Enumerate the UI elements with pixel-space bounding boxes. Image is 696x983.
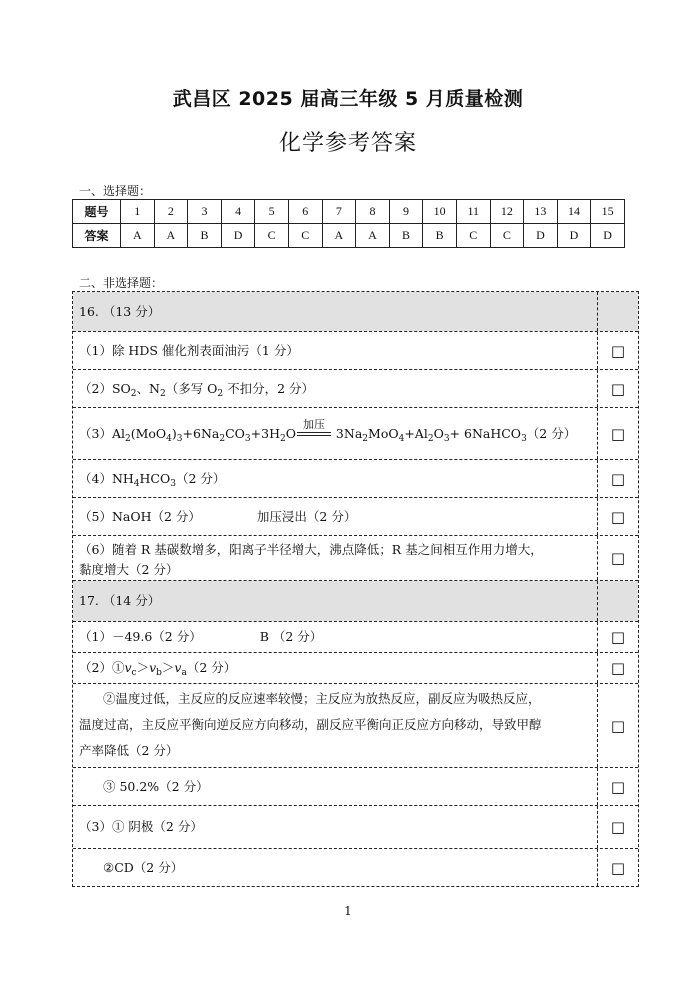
q16-answer-3-row — [73, 408, 638, 460]
answer-cell: C — [456, 224, 490, 248]
q16-answer-3-equation: $(3)Al_2(MoO_4)_3+6Na_2CO_3+3H_2O$ 加压 $3Na_2MoO_4+Al_2O_3+$ 6NaHCO$_3$（2 分） — [73, 408, 598, 459]
question-number: 6 — [288, 200, 322, 224]
q16-answer-6: （6）随着 R 基碳数增多，阳离子半径增大，沸点降低；R 基之间相互作用力增大， 黏度增大（2 分） — [73, 536, 598, 580]
q16-answer-1: （1）除 HDS 催化剂表面油污（1 分） — [73, 332, 598, 369]
answer-cell: C — [255, 224, 289, 248]
q16-answer-2-row — [73, 370, 638, 408]
q17-answer-2b: ②温度过低，主反应的反应速率较慢；主反应为放热反应，副反应为吸热反应， 温度过高，主反应平衡向逆反应方向移动，副反应平衡向正反应方向移动，导致甲醇 产率降低（2 分） — [73, 684, 598, 767]
question-number: 1 — [121, 200, 155, 224]
q16-answer-5: （5）NaOH（2 分） 加压浸出（2 分） — [73, 498, 598, 535]
question-number-row — [73, 200, 625, 224]
answer-cell: B — [188, 224, 222, 248]
q17-answer-2c-row — [73, 768, 638, 806]
question-number: 3 — [188, 200, 222, 224]
answer-cell: A — [356, 224, 390, 248]
checkbox[interactable]: □ — [610, 507, 626, 526]
checkbox[interactable]: □ — [610, 424, 626, 443]
header-mark-cell — [598, 581, 638, 621]
q17-answer-3a-row — [73, 806, 638, 849]
question-number: 13 — [524, 200, 558, 224]
question-17-title: 17. （14 分） — [73, 581, 598, 621]
reaction-condition-arrow — [297, 418, 331, 441]
checkbox[interactable]: □ — [610, 716, 626, 735]
reaction-condition: 加压 — [302, 418, 325, 431]
answer-row — [73, 224, 625, 248]
question-number: 5 — [255, 200, 289, 224]
checkbox[interactable]: □ — [610, 858, 626, 877]
q16-answer-2: $(2)SO_2$、$N_2$（多写 $O_2$ 不扣分，2 分） — [73, 370, 598, 407]
checkbox[interactable]: □ — [610, 628, 626, 646]
question-17-header-row — [73, 581, 638, 622]
answer-cell: D — [221, 224, 255, 248]
answer-cell: B — [423, 224, 457, 248]
q17-answer-3b-row — [73, 849, 638, 886]
q16-answer-6-row — [73, 536, 638, 581]
q17-answer-1-row — [73, 622, 638, 653]
checkbox[interactable]: □ — [610, 341, 626, 360]
answer-cell: A — [154, 224, 188, 248]
q16-answer-1-row — [73, 332, 638, 370]
answer-cell: D — [557, 224, 591, 248]
question-16-title: 16. （13 分） — [73, 292, 598, 331]
q17-answer-2b-row — [73, 684, 638, 768]
header-mark-cell — [598, 292, 638, 331]
page-title: 武昌区 2025 届高三年级 5 月质量检测 — [172, 88, 524, 110]
answer-table — [72, 199, 625, 248]
q16-answer-4-row — [73, 460, 638, 498]
question-number: 10 — [423, 200, 457, 224]
question-number: 7 — [322, 200, 356, 224]
question-number: 9 — [389, 200, 423, 224]
checkbox[interactable]: □ — [610, 777, 626, 796]
answer-cell: A — [322, 224, 356, 248]
answer-grid — [72, 291, 639, 887]
answer-cell: B — [389, 224, 423, 248]
checkbox[interactable]: □ — [610, 379, 626, 398]
q16-answer-5-row — [73, 498, 638, 536]
answer-cell: A — [121, 224, 155, 248]
question-number: 15 — [591, 200, 625, 224]
checkbox[interactable]: □ — [610, 818, 626, 836]
q17-answer-3b: ②CD（2 分） — [73, 849, 598, 886]
question-number: 2 — [154, 200, 188, 224]
checkbox[interactable]: □ — [610, 469, 626, 488]
q17-answer-1: （1）－49.6（2 分） B （2 分） — [73, 622, 598, 652]
q17-answer-2c: ③ 50.2%（2 分） — [73, 768, 598, 805]
q17-answer-2a-row — [73, 653, 638, 684]
question-number-header: 题号 — [73, 200, 121, 224]
section-heading-nonchoice: 二、非选择题： — [79, 276, 164, 290]
question-number: 12 — [490, 200, 524, 224]
checkbox[interactable]: □ — [610, 659, 626, 677]
answer-cell: C — [490, 224, 524, 248]
answer-cell: C — [288, 224, 322, 248]
question-number: 14 — [557, 200, 591, 224]
checkbox[interactable]: □ — [610, 549, 626, 567]
answer-cell: D — [591, 224, 625, 248]
page-number: 1 — [344, 904, 352, 918]
answer-cell: D — [524, 224, 558, 248]
q17-answer-2a: $(2)①v_c>v_b>v_a(2$ 分） — [73, 653, 598, 683]
question-number: 4 — [221, 200, 255, 224]
page-subtitle: 化学参考答案 — [278, 131, 417, 156]
q16-answer-4: $(4)NH_4HCO_3(2$ 分） — [73, 460, 598, 497]
answer-header: 答案 — [73, 224, 121, 248]
question-number: 8 — [356, 200, 390, 224]
question-16-header-row — [73, 292, 638, 332]
q17-answer-3a: （3）① 阴极（2 分） — [73, 806, 598, 848]
section-heading-choice: 一、选择题： — [79, 184, 152, 198]
question-number: 11 — [456, 200, 490, 224]
